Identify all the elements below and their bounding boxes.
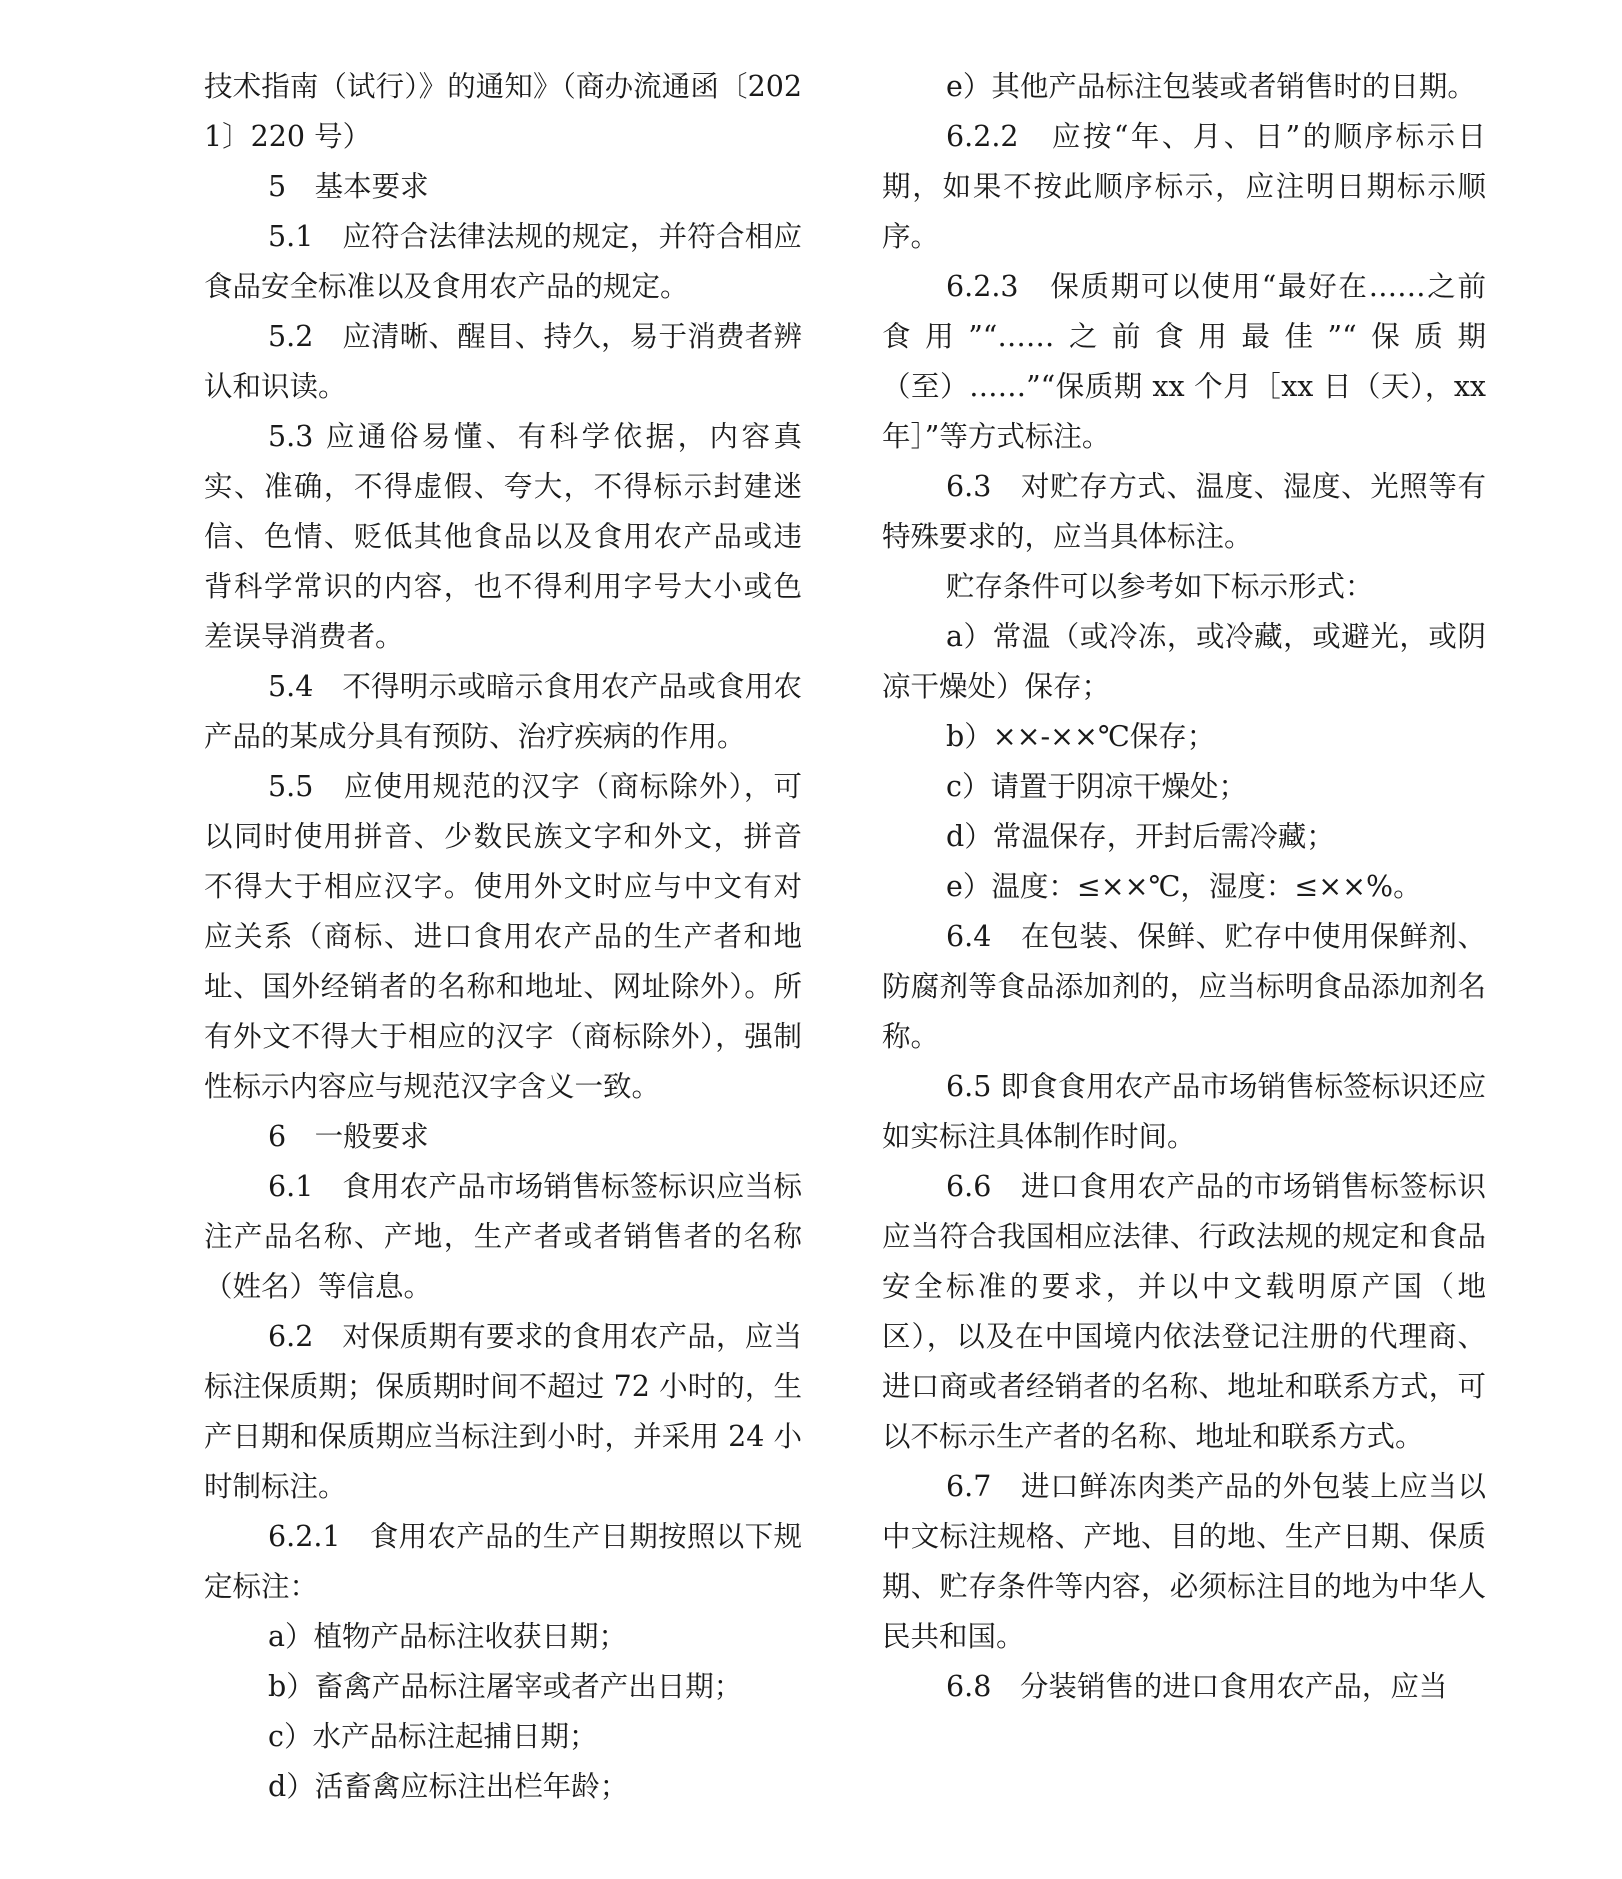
list-item-e: e）其他产品标注包装或者销售时的日期。 (946, 70, 1476, 103)
storage-item-b: b）××-××℃保存； (946, 720, 1216, 753)
clause-6-6: 6.6 进口食用农产品的市场销售标签标识应当符合我国相应法律、行政法规的规定和食品安全标准的要求，并以中文载明原产国（地区），以及在中国境内依法登记注册的代理商、进口商或者经销者的名称、地址和联系方式，可以不标示生产者的名称、地址和联系方式。 (882, 1170, 1486, 1453)
left-column (204, 62, 802, 1812)
clause-6-2: 6.2 对保质期有要求的食用农产品，应当标注保质期；保质期时间不超过 72 小时的，生产日期和保质期应当标注到小时，并采用 24 小时制标注。 (204, 1320, 802, 1503)
list-item-c: c）水产品标注起捕日期； (268, 1720, 598, 1753)
clause-6-2-3: 6.2.3 保质期可以使用“最好在……之前食用”“……之前食用最佳”“保质期（至）……”“保质期 xx 个月［xx 日（天），xx 年］”等方式标注。 (882, 270, 1486, 453)
clause-5-2: 5.2 应清晰、醒目、持久，易于消费者辨认和识读。 (204, 320, 802, 403)
clause-5-4: 5.4 不得明示或暗示食用农产品或食用农产品的某成分具有预防、治疗疾病的作用。 (204, 670, 802, 753)
storage-item-e: e）温度：≤××℃，湿度：≤××%。 (946, 870, 1422, 903)
clause-6-2-1: 6.2.1 食用农产品的生产日期按照以下规定标注： (204, 1520, 802, 1603)
clause-6-3: 6.3 对贮存方式、温度、湿度、光照等有特殊要求的，应当具体标注。 (882, 470, 1486, 553)
clause-6-7: 6.7 进口鲜冻肉类产品的外包装上应当以中文标注规格、产地、目的地、生产日期、保质期、贮存条件等内容，必须标注目的地为中华人民共和国。 (882, 1470, 1486, 1653)
section-heading-5: 5 基本要求 (268, 170, 429, 203)
paragraph-continuation: 技术指南（试行）》的通知》（商办流通函〔2021〕220 号） (204, 70, 802, 153)
storage-intro: 贮存条件可以参考如下标示形式： (946, 570, 1374, 603)
clause-5-3: 5.3 应通俗易懂、有科学依据，内容真实、准确，不得虚假、夸大，不得标示封建迷信、色情、贬低其他食品以及食用农产品或违背科学常识的内容，也不得利用字号大小或色差误导消费者。 (204, 420, 802, 653)
right-column (882, 62, 1486, 1712)
section-heading-6: 6 一般要求 (268, 1120, 429, 1153)
storage-item-c: c）请置于阴凉干燥处； (946, 770, 1247, 803)
clause-6-4: 6.4 在包装、保鲜、贮存中使用保鲜剂、防腐剂等食品添加剂的，应当标明食品添加剂名称。 (882, 920, 1486, 1053)
storage-item-d: d）常温保存，开封后需冷藏； (946, 820, 1335, 853)
clause-6-2-2: 6.2.2 应按“年、月、日”的顺序标示日期，如果不按此顺序标示，应注明日期标示顺序。 (882, 120, 1486, 253)
list-item-a: a）植物产品标注收获日期； (268, 1620, 627, 1653)
clause-6-5: 6.5 即食食用农产品市场销售标签标识还应如实标注具体制作时间。 (882, 1070, 1486, 1153)
clause-5-1: 5.1 应符合法律法规的规定，并符合相应食品安全标准以及食用农产品的规定。 (204, 220, 802, 303)
clause-5-5: 5.5 应使用规范的汉字（商标除外），可以同时使用拼音、少数民族文字和外文，拼音不得大于相应汉字。使用外文时应与中文有对应关系（商标、进口食用农产品的生产者和地址、国外经销者的名称和地址、网址除外）。所有外文不得大于相应的汉字（商标除外），强制性标示内容应与规范汉字含义一致。 (204, 770, 802, 1103)
clause-6-1: 6.1 食用农产品市场销售标签标识应当标注产品名称、产地，生产者或者销售者的名称（姓名）等信息。 (204, 1170, 802, 1303)
list-item-d: d）活畜禽应标注出栏年龄； (268, 1770, 629, 1803)
storage-item-a: a）常温（或冷冻，或冷藏，或避光，或阴凉干燥处）保存； (882, 620, 1486, 703)
list-item-b: b）畜禽产品标注屠宰或者产出日期； (268, 1670, 743, 1703)
clause-6-8: 6.8 分装销售的进口食用农产品，应当 (946, 1670, 1448, 1703)
